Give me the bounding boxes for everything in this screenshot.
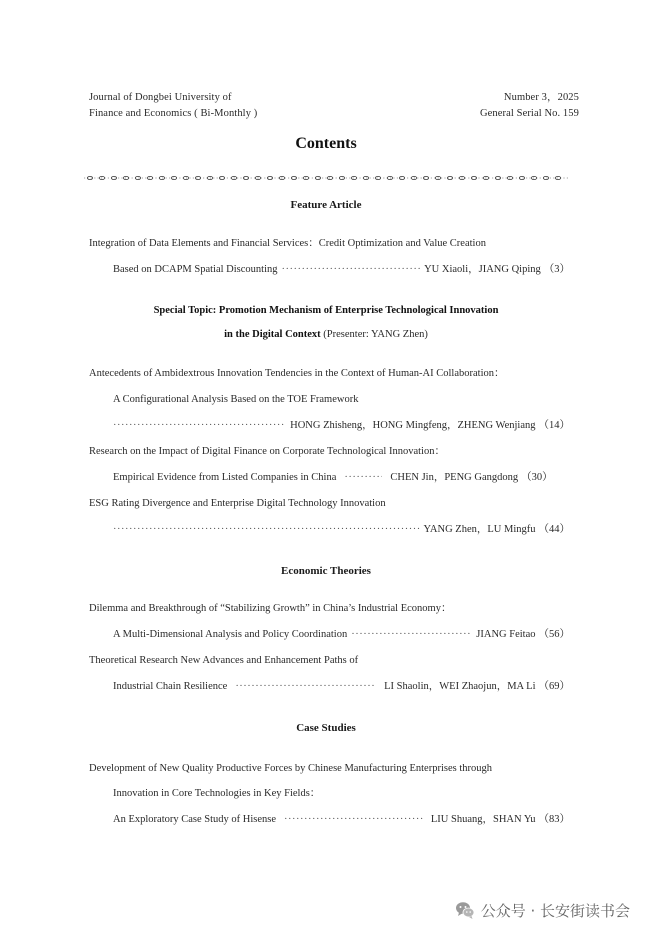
divider-ornament: [555, 176, 560, 179]
authors: JIANG Feitao: [476, 629, 536, 640]
toc-entry[interactable]: [113, 813, 570, 827]
authors: HONG Zhisheng，HONG Mingfeng，ZHENG Wenjiang: [290, 420, 536, 431]
special-title-line2: in the Digital Context: [224, 329, 321, 340]
page-number: （44）: [538, 524, 570, 535]
leader-dots: [113, 523, 420, 537]
section-title-feature: Feature Article: [290, 199, 362, 211]
article-title-line: Industrial Chain Resilience: [113, 681, 228, 692]
page-title: Contents: [295, 135, 357, 152]
article-title-line: Dilemma and Breakthrough of “Stabilizing Growth” in China’s Industrial Economy：: [89, 603, 452, 614]
toc-entry[interactable]: [113, 628, 570, 642]
issue-number: Number 3，2025: [503, 92, 579, 103]
article-title-line: Integration of Data Elements and Financial Services：Credit Optimization and Value Creation: [89, 238, 486, 249]
wechat-icon: [455, 900, 475, 920]
article-title-line: Development of New Quality Productive Forces by Chinese Manufacturing Enterprises through: [89, 763, 492, 774]
article-title-line: Empirical Evidence from Listed Companies in China: [113, 472, 337, 483]
section-title-economic: Economic Theories: [281, 565, 371, 577]
authors: YU Xiaoli，JIANG Qiping: [424, 264, 541, 275]
section-title-cases: Case Studies: [296, 722, 356, 734]
leader-dots: [113, 419, 286, 433]
page-number: （3）: [543, 264, 570, 275]
serial-number: General Serial No. 159: [479, 108, 579, 119]
presenter: (Presenter: YANG Zhen): [323, 329, 428, 340]
leader-dots: [235, 680, 376, 694]
toc-entry[interactable]: [113, 471, 570, 485]
page-number: （69）: [538, 681, 570, 692]
authors: CHEN Jin，PENG Gangdong: [390, 472, 519, 483]
page-number: （30）: [521, 472, 553, 483]
authors: LI Shaolin，WEI Zhaojun，MA Li: [384, 681, 536, 692]
page-number: （14）: [538, 420, 570, 431]
article-title-line: Antecedents of Ambidextrous Innovation Tendencies in the Context of Human-AI Collaboration：: [89, 368, 505, 379]
leader-dots: [351, 628, 472, 642]
journal-name-line1: Journal of Dongbei University of: [89, 92, 232, 103]
article-title-line: A Configurational Analysis Based on the TOE Framework: [113, 394, 359, 405]
divider-ornament: [147, 176, 152, 179]
article-title-line: An Exploratory Case Study of Hisense: [113, 814, 277, 825]
divider-ornament: [531, 176, 536, 179]
authors: YANG Zhen，LU Mingfu: [423, 524, 536, 535]
section-title-special: [0, 305, 652, 316]
article-title-line: Innovation in Core Technologies in Key Fields：: [113, 788, 321, 799]
toc-entry[interactable]: [113, 523, 570, 537]
journal-name: [89, 90, 257, 122]
leader-dots: [284, 813, 423, 827]
leader-dots: [282, 263, 421, 277]
issue-info: [473, 90, 579, 122]
authors: LIU Shuang，SHAN Yu: [430, 814, 536, 825]
divider-ornament: [363, 176, 368, 179]
leader-dots: [344, 471, 382, 485]
toc-entry[interactable]: [113, 263, 570, 277]
divider-ornament: [351, 176, 356, 179]
divider-ornament: [327, 176, 332, 179]
special-title-line1: Special Topic: Promotion Mechanism of Enterprise Technological Innovation: [153, 305, 499, 316]
divider-ornament: [123, 176, 128, 179]
article-title-line: A Multi-Dimensional Analysis and Policy Coordination: [113, 629, 348, 640]
journal-name-line2: Finance and Economics ( Bi-Monthly ): [89, 108, 258, 119]
watermark: [455, 899, 630, 921]
toc-entry[interactable]: [113, 680, 570, 694]
watermark-text: 公众号 · 长安街读书会: [480, 901, 630, 920]
article-title-line: Based on DCAPM Spatial Discounting: [113, 264, 278, 275]
section-title-special-line2: [0, 329, 652, 340]
page-number: （56）: [538, 629, 570, 640]
toc-entry[interactable]: [113, 419, 570, 433]
article-title-line: Research on the Impact of Digital Finance on Corporate Technological Innovation：: [89, 446, 445, 457]
divider-ornament: [159, 176, 164, 179]
page-number: （83）: [538, 814, 570, 825]
article-title-line: ESG Rating Divergence and Enterprise Digital Technology Innovation: [89, 498, 386, 509]
article-title-line: Theoretical Research New Advances and Enhancement Paths of: [89, 655, 359, 666]
ornamental-divider: [84, 174, 570, 182]
